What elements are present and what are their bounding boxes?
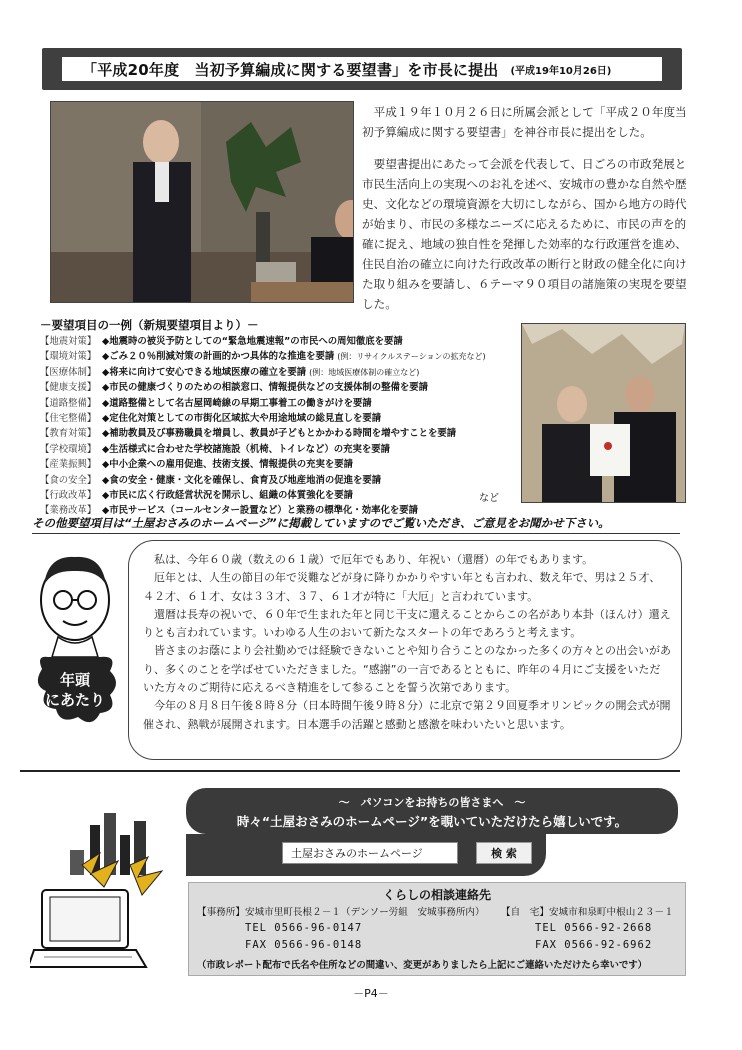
new-year-badge-text: [129, 541, 130, 542]
request-note: (例：地域医療体制の確立など): [309, 367, 420, 377]
request-category: 【行政改革】: [40, 490, 97, 502]
new-year-paragraph: 皆さまのお蔭により会社勤めでは経験できないことや知り合うことのなかった多くの方々との出会いがあり、多くのことを学ばせていただきました。“感謝”の一言であるとともに、昨年の４月にご支援をいただいた方々のご期待に応えるべき精進をして参ることを誓う次第であります。: [143, 644, 671, 695]
request-text: ◆市民に広く行政経営状況を開示し、組織の体質強化を要請: [102, 490, 353, 502]
home-label: 【自 宅】: [501, 907, 549, 918]
contact-note: （市政レポート配布で氏名や住所などの間違い、変更がありましたら上記にご連絡いただけたら幸いです）: [197, 960, 648, 971]
headline-box: [62, 57, 662, 81]
search-input[interactable]: 土屋おさみのホームページ: [282, 842, 458, 864]
request-category: 【教育対策】: [40, 428, 97, 440]
new-year-badge-line2: にあたり: [44, 691, 106, 709]
headline-banner: [42, 48, 682, 90]
list-item: [40, 411, 520, 426]
list-item: [40, 396, 520, 411]
pc-banner-line2: 時々“土屋おさみのホームページ”を覗いていただけたら嬉しいです。: [236, 814, 628, 829]
pc-banner-line1: ～ パソコンをお持ちの皆さまへ ～: [338, 796, 526, 809]
new-year-message: [143, 551, 671, 734]
list-item: [40, 457, 520, 472]
request-text: ◆道路整備として名古屋岡崎線の早期工事着工の働きがけを要請: [102, 397, 372, 409]
request-category: 【医療体制】: [40, 366, 97, 378]
request-text: ◆市民サービス（コールセンター設置など）と業務の標準化・効率化を要請: [102, 505, 419, 517]
computer-illustration: [30, 795, 190, 980]
request-category: 【業務改革】: [40, 505, 97, 517]
request-category: 【産業振興】: [40, 459, 97, 471]
office-tel: TEL 0566-96-0147: [245, 922, 363, 934]
new-year-message-box: [128, 540, 682, 760]
new-year-paragraph: 還暦は長寿の祝いで、６０年で生まれた年と同じ干支に還えることからこの名があり本卦（ほんけ）還えりとも言われています。いわゆる人生のおいて新たなスタートの年であろうと考えます。: [143, 607, 671, 640]
request-text: ◆市民の健康づくりのための相談窓口、情報提供などの支援体制の整備を要請: [102, 382, 428, 394]
request-category: 【食の安全】: [40, 474, 97, 486]
new-year-paragraph: 厄年とは、人生の節目の年で災難などが身に降りかかりやすい年とも言われ、数え年で、男は２５才、４２才、６１才、女は３３才、３７、６１才が特に「大厄」と言われています。: [143, 571, 661, 603]
request-note: (例：リサイクルステーションの拡充など): [337, 352, 486, 362]
request-category: 【地震対策】: [40, 336, 97, 347]
search-button[interactable]: 検 索: [476, 842, 532, 864]
home-tel: TEL 0566-92-2668: [535, 922, 653, 934]
office-label: 【事務所】: [197, 907, 245, 918]
request-text: ◆ごみ２０％削減対策の計画的かつ具体的な推進を要請: [102, 351, 335, 363]
request-text: ◆定住化対策としての市街化区域拡大や用途地域の総見直しを要請: [102, 413, 382, 425]
office-address-row: [197, 904, 485, 918]
request-category: 【住宅整備】: [40, 413, 97, 425]
photo-submission: [50, 101, 354, 303]
list-item: [40, 426, 520, 441]
request-text: ◆生活様式に合わせた学校諸施設（机椅、トイレなど）の充実を要請: [102, 443, 390, 455]
section-divider: [20, 770, 680, 772]
request-text: ◆食の安全・健康・文化を確保し、食育及び地産地消の促進を要請: [102, 474, 382, 486]
request-text: ◆補助教員及び事務職員を増員し、教員が子どもとかかわる時間を増やすことを要請: [102, 428, 457, 440]
other-requests-notice: その他要望項目は“土屋おさみのホームページ”に掲載していますのでご覧いただき、ご意見をお聞かせ下さい。: [32, 515, 680, 534]
headline-date: (平成19年10月26日): [510, 65, 612, 77]
request-category: 【健康支援】: [40, 382, 97, 394]
request-list: [40, 334, 520, 519]
list-item: [40, 473, 520, 488]
request-heading: －要望項目の一例（新規要望項目より）－: [40, 318, 259, 332]
list-item: [40, 334, 520, 349]
office-fax: FAX 0566-96-0148: [245, 939, 363, 951]
request-text: ◆中小企業への雇用促進、技術支援、情報提供の充実を要請: [102, 459, 353, 471]
headline-title: 「平成20年度 当初予算編成に関する要望書」を市長に提出: [82, 60, 499, 79]
intro-paragraph-2: 要望書提出にあたって会派を代表して、日ごろの市政発展と市民生活向上の実現へのお礼を述べ、安城市の豊かな自然や歴史、文化などの環境資源を大切にしながら、国から地方の時代が始まり、市民の多様なニーズに応えるために、市民の声を的確に捉え、地域の独自性を発揮した効率的な行政運営を進め、住民自治の確立に向けた行政改革の断行と財政の健全化に向けた取り組みを要請し、６テーマ９０項目の諸施策の実現を要望した。: [362, 157, 687, 311]
home-address: 安城市和泉町中根山２３－１: [548, 907, 674, 918]
new-year-badge-line1: 年頭: [59, 671, 91, 689]
pc-banner: [186, 788, 678, 834]
portrait-illustration: [28, 545, 122, 745]
intro-text: [362, 102, 692, 326]
list-item: [40, 488, 520, 503]
intro-paragraph-1: 平成１９年１０月２６日に所属会派として「平成２０年度当初予算編成に関する要望書」を神谷市長に提出をした。: [362, 105, 687, 139]
photo-handover: [521, 323, 686, 503]
home-address-row: [501, 904, 674, 918]
home-fax: FAX 0566-92-6962: [535, 939, 653, 951]
office-address: 安城市里町長根２－１（デンソー労組 安城事務所内）: [244, 907, 485, 918]
request-text: ◆地震時の被災予防としての“緊急地震速報”の市民への周知徹底を要請: [102, 336, 403, 347]
request-text: ◆将来に向けて安心できる地域医療の確立を要請: [102, 366, 307, 378]
new-year-paragraph: 今年の８月８日午後８時８分（日本時間午後９時８分）に北京で第２９回夏季オリンピックの開会式が開催され、熱戦が展開されます。日本選手の活躍と感動と感激を味わいたいと思います。: [143, 699, 671, 731]
list-item: [40, 442, 520, 457]
list-item: [40, 349, 520, 364]
list-item: [40, 365, 520, 380]
page-number: －P4－: [353, 987, 389, 1000]
list-item: [40, 380, 520, 395]
new-year-paragraph: 私は、今年６０歳（数えの６１歳）で厄年でもあり、年祝い（還暦）の年でもあります。: [154, 553, 594, 566]
request-category: 【学校環境】: [40, 443, 97, 455]
contact-box: [188, 882, 686, 976]
request-category: 【環境対策】: [40, 351, 97, 363]
request-category: 【道路整備】: [40, 397, 97, 409]
request-etc: など: [479, 493, 499, 504]
contact-title: くらしの相談連絡先: [382, 888, 491, 902]
